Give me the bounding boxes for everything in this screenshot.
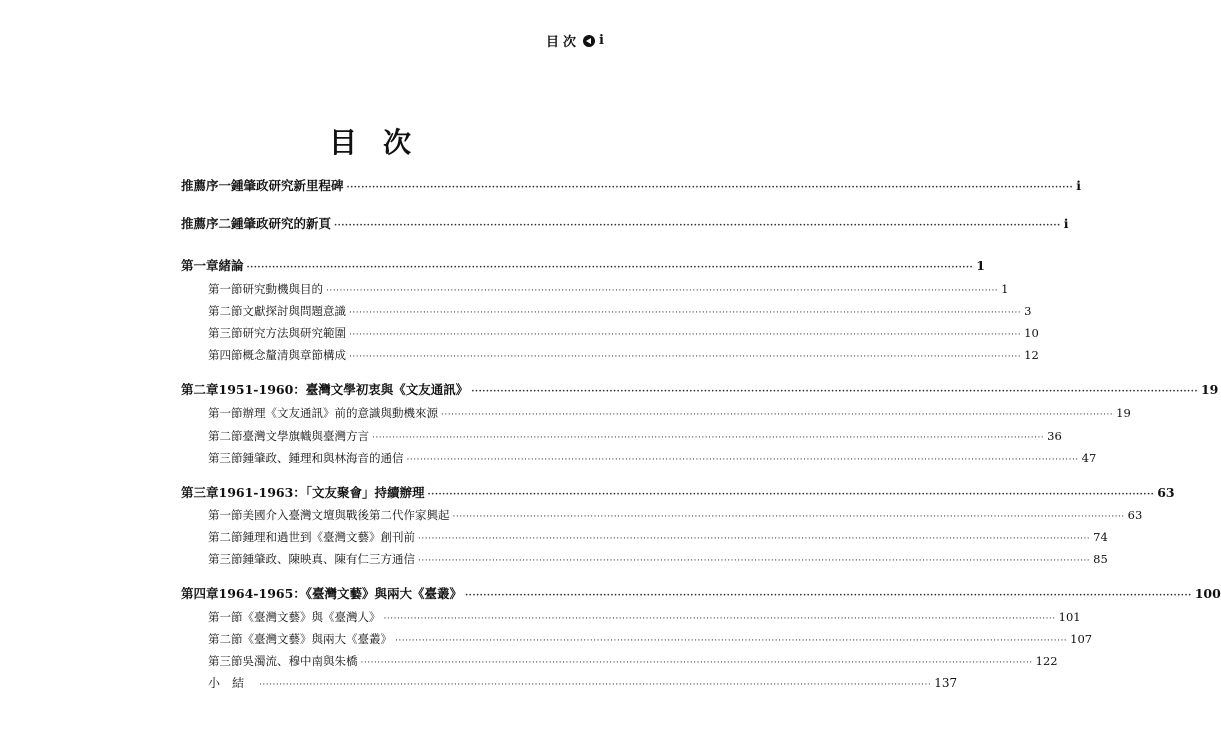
toc-entry-title: 《臺灣文藝》與《臺灣人》 — [242, 610, 381, 624]
toc-leader-dots: ········································································································································································································ — [452, 512, 1125, 522]
toc-entry-label: 第二節 — [208, 304, 243, 318]
toc-entry-page: 1 — [1001, 282, 1009, 296]
toc-entry-page: 85 — [1093, 552, 1108, 566]
toc-entry-title: 鍾肇政、鍾理和與林海音的通信 — [242, 451, 404, 465]
toc-leader-dots: ········································································································································································································ — [349, 352, 1022, 362]
toc-entry-label: 第四章 — [181, 586, 219, 601]
toc-entry-label: 第一節 — [208, 282, 243, 296]
toc-entry-title: 《臺灣文藝》與兩大《臺叢》 — [242, 632, 392, 646]
toc-leader-dots: ········································································································································································································ — [349, 330, 1022, 340]
toc-entry-title: 臺灣文學旗幟與臺灣方言 — [242, 429, 369, 443]
toc-entry-title: 鍾理和過世到《臺灣文藝》創刊前 — [242, 530, 415, 544]
toc-leader-dots: ········································································································································································································ — [406, 455, 1079, 465]
toc-leader-dots: ········································································································································································································ — [465, 591, 1192, 601]
toc-entry-section[interactable] — [208, 631, 1093, 649]
toc-entry-title: 吳濁流、穆中南與朱橋 — [242, 654, 358, 668]
toc-entry-label: 第二章 — [181, 382, 219, 397]
toc-entry-chapter[interactable] — [181, 258, 985, 276]
running-head-page-number: i — [599, 33, 604, 48]
toc-entry-section[interactable] — [208, 551, 1108, 569]
toc-entry-page: 122 — [1035, 654, 1058, 668]
toc-entry-preface[interactable] — [181, 216, 1069, 234]
toc-entry-page: 107 — [1070, 632, 1093, 646]
toc-entry-page: 63 — [1127, 508, 1143, 522]
toc-entry-label: 第三節 — [208, 552, 243, 566]
toc-entry-title: 文獻探討與問題意識 — [242, 304, 346, 318]
toc-entry-page: 101 — [1058, 610, 1081, 624]
toc-leader-dots: ········································································································································································································ — [326, 286, 999, 296]
toc-entry-section[interactable] — [208, 609, 1081, 627]
toc-leader-dots: ········································································································································································································ — [334, 221, 1061, 231]
toc-entry-section[interactable] — [208, 347, 1039, 365]
toc-leader-dots: ········································································································································································································ — [383, 614, 1056, 624]
toc-entry-section[interactable] — [208, 428, 1062, 446]
toc-entry-page: i — [1063, 216, 1069, 231]
toc-entry-title: 辦理《文友通訊》前的意識與動機來源 — [242, 406, 438, 420]
toc-entry-page: 47 — [1081, 451, 1097, 465]
toc-entry-label: 第二節 — [208, 429, 243, 443]
toc-entry-label: 第一節 — [208, 508, 243, 522]
toc-entry-label: 第四節 — [208, 348, 243, 362]
toc-entry-label: 第三章 — [181, 485, 219, 500]
toc-entry-title: 鍾肇政、陳映真、陳有仁三方通信 — [242, 552, 415, 566]
toc-entry-title: 美國介入臺灣文壇與戰後第二代作家興起 — [242, 508, 450, 522]
toc-entry-label: 第三節 — [208, 326, 243, 340]
toc-entry-page: 74 — [1093, 530, 1108, 544]
toc-entry-title: 概念釐清與章節構成 — [242, 348, 346, 362]
toc-entry-label: 第一節 — [208, 610, 243, 624]
toc-entry-chapter[interactable] — [181, 586, 1221, 604]
toc-entry-label: 小結 — [208, 676, 257, 690]
toc-entry-label: 第一節 — [208, 406, 243, 420]
toc-entry-page: 19 — [1116, 406, 1131, 420]
toc-entry-title: 鍾肇政研究新里程碑 — [231, 178, 344, 193]
toc-leader-dots: ········································································································································································································ — [346, 183, 1074, 193]
toc-leader-dots: ········································································································································································································ — [372, 433, 1045, 443]
toc-entry-page: 137 — [934, 676, 958, 690]
toc-leader-dots: ········································································································································································································ — [259, 680, 932, 690]
toc-entry-page: 100 — [1194, 586, 1221, 601]
toc-leader-dots: ········································································································································································································ — [418, 556, 1091, 566]
toc-entry-title: 1951-1960：臺灣文學初衷與《文友通訊》 — [218, 382, 469, 397]
toc-entry-page: 19 — [1200, 382, 1219, 397]
toc-entry-title: 鍾肇政研究的新頁 — [231, 216, 332, 231]
toc-entry-section[interactable] — [208, 450, 1097, 468]
toc-entry-page: 63 — [1157, 485, 1175, 500]
toc-entry-section[interactable] — [208, 507, 1143, 525]
toc-leader-dots: ········································································································································································································ — [246, 263, 974, 273]
toc-entry-section[interactable] — [208, 303, 1032, 321]
toc-entry-chapter[interactable] — [181, 382, 1219, 400]
toc-entry-page: 3 — [1024, 304, 1032, 318]
toc-entry-page: 36 — [1047, 429, 1062, 443]
toc-leader-dots: ········································································································································································································ — [360, 658, 1033, 668]
toc-entry-section[interactable] — [208, 325, 1039, 343]
toc-entry-section[interactable] — [208, 529, 1108, 547]
toc-entry-preface[interactable] — [181, 178, 1081, 196]
toc-entry-section[interactable] — [208, 281, 1009, 299]
toc-entry-label: 推薦序一 — [181, 178, 232, 193]
toc-entry-title: 緒論 — [218, 258, 244, 273]
toc-entry-label: 第二節 — [208, 632, 243, 646]
toc-entry-title: 1961-1963：「文友聚會」持續辦理 — [218, 485, 425, 500]
toc-entry-page: 12 — [1024, 348, 1039, 362]
toc-entry-page: 10 — [1024, 326, 1039, 340]
toc-leader-dots: ········································································································································································································ — [427, 490, 1155, 500]
toc-entry-label: 第二節 — [208, 530, 243, 544]
toc-leader-dots: ········································································································································································································ — [471, 387, 1198, 397]
toc-entry-label: 第一章 — [181, 258, 219, 273]
toc-leader-dots: ········································································································································································································ — [395, 636, 1068, 646]
toc-leader-dots: ········································································································································································································ — [441, 410, 1114, 420]
running-head-title: 目次 — [546, 35, 581, 50]
toc-entry-title: 研究方法與研究範圍 — [242, 326, 346, 340]
toc-entry-section[interactable] — [208, 405, 1131, 423]
toc-entry-page: 1 — [976, 258, 985, 273]
toc-entry-chapter[interactable] — [181, 485, 1175, 503]
toc-leader-dots: ········································································································································································································ — [418, 534, 1091, 544]
toc-entry-label: 推薦序二 — [181, 216, 232, 231]
toc-entry-label: 第三節 — [208, 654, 243, 668]
toc-entry-section[interactable] — [208, 653, 1058, 671]
toc-entry-label: 第三節 — [208, 451, 243, 465]
toc-entry-summary[interactable] — [208, 675, 958, 693]
toc-entry-title: 研究動機與目的 — [242, 282, 323, 296]
page-title: 目次 — [328, 126, 437, 159]
toc-leader-dots: ········································································································································································································ — [349, 308, 1022, 318]
toc-entry-page: i — [1076, 178, 1081, 193]
toc-entry-title: 1964-1965：《臺灣文藝》與兩大《臺叢》 — [218, 586, 463, 601]
